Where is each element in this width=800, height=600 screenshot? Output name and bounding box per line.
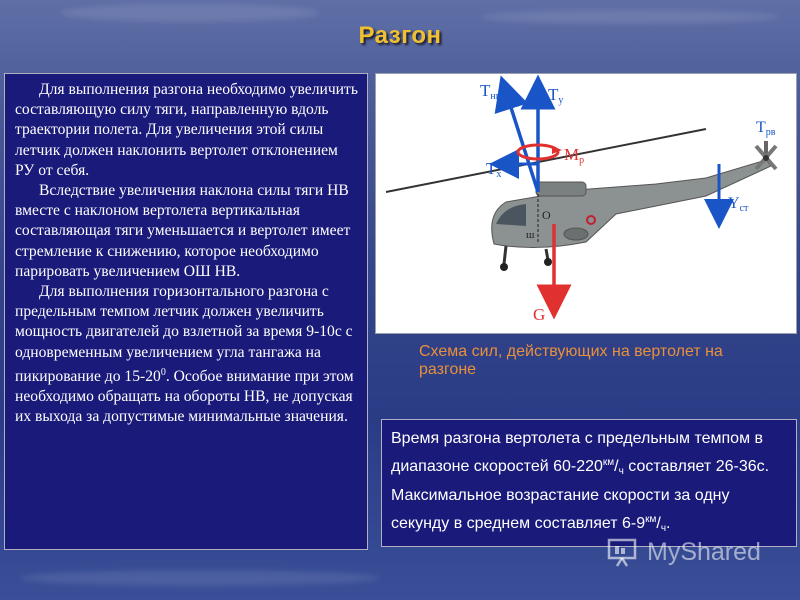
label-t-nv-sub: нв	[490, 91, 501, 102]
paragraph-1: Для выполнения разгона необходимо увеличить составляющую силу тяги, направленную вдоль траектории полета. Для увеличения этой силы летчик должен наклонить вертолет отклонением РУ от себя.	[15, 81, 358, 179]
label-pi: ш	[526, 229, 535, 241]
label-t-nv: Т	[480, 81, 491, 100]
label-g: G	[533, 305, 546, 324]
diagram-caption: Схема сил, действующих на вертолет на разгоне	[419, 343, 723, 378]
label-o: О	[542, 208, 551, 222]
paragraph-2: Вследствие увеличения наклона силы тяги НВ вместе с наклоном вертолета вертикальная составляющая тяги уменьшается и вертолет имеет стремление к снижению, которое необходимо парировать увеличением ОШ НВ.	[15, 182, 351, 280]
label-t-x-sub: х	[496, 169, 502, 180]
svg-text:Трв	[756, 119, 776, 138]
helicopter-forces-svg	[376, 74, 797, 334]
paragraph-3: Для выполнения горизонтального разгона с предельным темпом летчик должен увеличить мощность двигателей до взлетной за время 9-10с с одновременным увеличением угла тангажа на пикирование до $15-20^0$. Особое внимание при этом необходимо обращать на обороты НВ, не допуская их выхода за допустимые минимальные значения.	[15, 283, 354, 426]
background-streak	[20, 570, 380, 586]
label-y-st-sub: ст	[739, 203, 749, 214]
label-y-st: Y	[728, 195, 740, 212]
label-m-p-sub: р	[579, 155, 585, 166]
force-diagram	[375, 73, 797, 334]
svg-text:Тнв	[480, 81, 501, 102]
presentation-icon	[607, 536, 643, 568]
background-streak	[60, 4, 320, 22]
label-t-y: Т	[548, 85, 559, 104]
right-text-panel	[381, 419, 797, 547]
slide-title: Разгон	[358, 22, 442, 49]
svg-text:Ту	[548, 85, 563, 106]
label-m-p: М	[564, 145, 580, 164]
svg-text:Мр	[564, 145, 584, 166]
watermark	[607, 536, 761, 568]
label-t-rv: Т	[756, 119, 766, 136]
thrust-main-rotor-arrow	[506, 92, 538, 192]
label-t-y-sub: у	[558, 95, 564, 106]
svg-text:Тх	[486, 159, 501, 180]
label-t-x: Т	[486, 159, 497, 178]
svg-text:Yст	[728, 195, 749, 214]
acceleration-text: Время разгона вертолета с предельным темпом в диапазоне скоростей $60-220^{км}/_ч$ составляет 26-36с. Максимальное возрастание скорости за одну секунду в среднем составляет $6-9^{км}/_ч$.	[391, 430, 770, 534]
left-text-panel	[4, 73, 368, 550]
label-t-rv-sub: рв	[765, 127, 776, 138]
degree-superscript: 0	[160, 366, 166, 378]
watermark-text: MyShared	[647, 537, 761, 566]
